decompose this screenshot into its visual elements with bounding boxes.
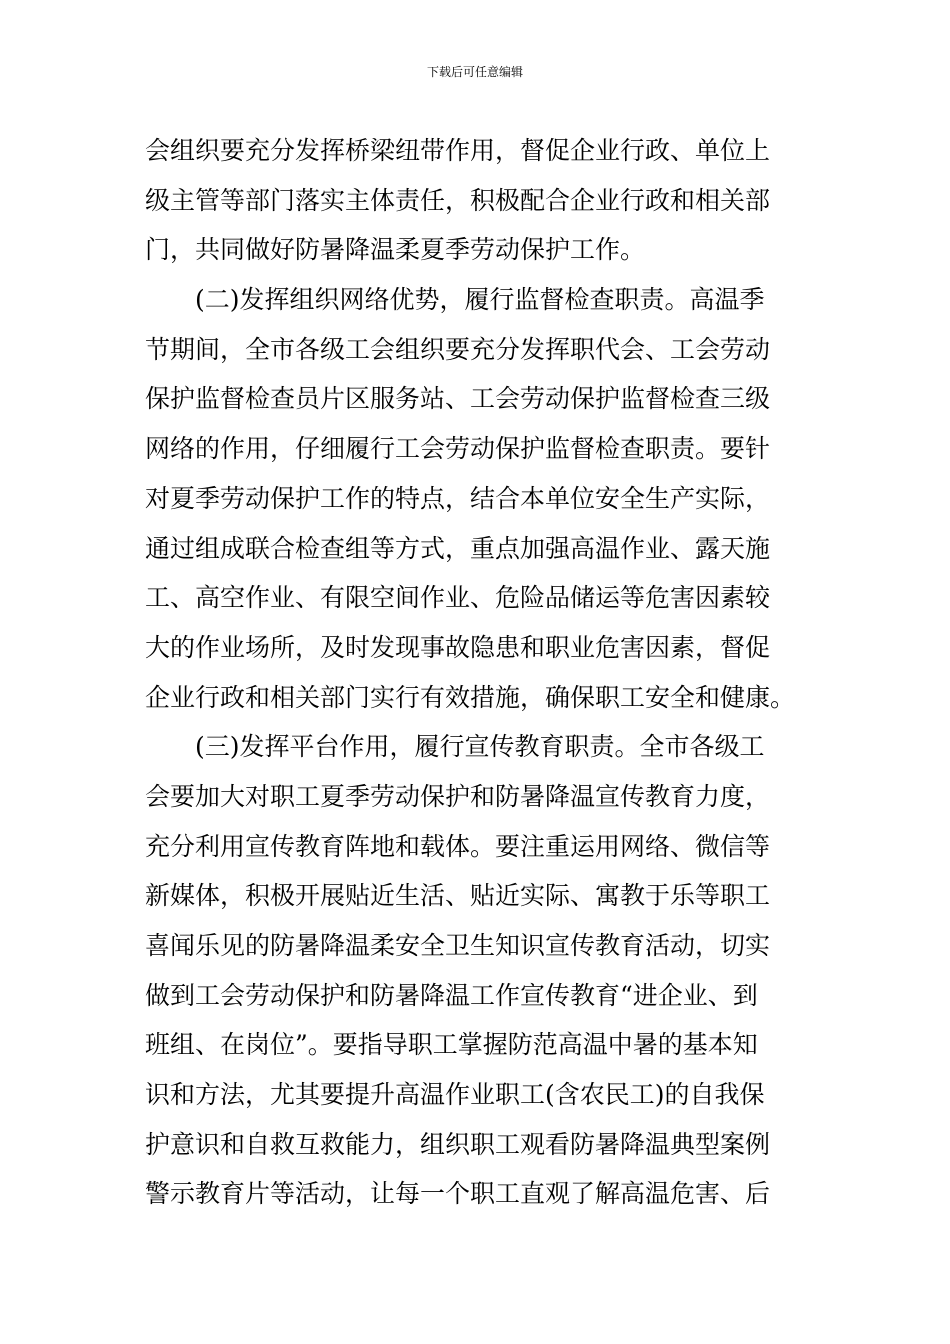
text-line: 识和方法，尤其要提升高温作业职工(含农民工)的自我保 bbox=[145, 1080, 765, 1110]
text-line: 节期间，全市各级工会组织要充分发挥职代会、工会劳动 bbox=[145, 334, 771, 364]
paragraph-heading-line: (二)发挥组织网络优势，履行监督检查职责。高温季 bbox=[195, 285, 765, 315]
paragraph-heading-line: (三)发挥平台作用，履行宣传教育职责。全市各级工 bbox=[195, 732, 765, 762]
text-line: 班组、在岗位”。要指导职工掌握防范高温中暑的基本知 bbox=[145, 1030, 758, 1060]
text-line: 对夏季劳动保护工作的特点，结合本单位安全生产实际， bbox=[145, 483, 771, 513]
text-line: 新媒体，积极开展贴近生活、贴近实际、寓教于乐等职工 bbox=[145, 881, 771, 911]
text-line: 级主管等部门落实主体责任，积极配合企业行政和相关部 bbox=[145, 185, 771, 215]
text-line: 会组织要充分发挥桥梁纽带作用，督促企业行政、单位上 bbox=[145, 136, 771, 165]
page-header-note: 下载后可任意编辑 bbox=[426, 65, 523, 79]
text-line: 警示教育片等活动，让每一个职工直观了解高温危害、后 bbox=[145, 1179, 771, 1209]
text-line: 做到工会劳动保护和防暑降温工作宣传教育“进企业、到 bbox=[145, 980, 758, 1010]
text-line: 工、高空作业、有限空间作业、危险品储运等危害因素较 bbox=[145, 583, 771, 613]
text-line: 通过组成联合检查组等方式，重点加强高温作业、露天施 bbox=[145, 533, 771, 563]
text-line: 企业行政和相关部门实行有效措施，确保职工安全和健康。 bbox=[145, 682, 796, 712]
text-line: 喜闻乐见的防暑降温柔安全卫生知识宣传教育活动，切实 bbox=[145, 931, 771, 960]
text-line: 网络的作用，仔细履行工会劳动保护监督检查职责。要针 bbox=[145, 434, 771, 464]
document-body bbox=[145, 126, 810, 1219]
text-line: 充分利用宣传教育阵地和载体。要注重运用网络、微信等 bbox=[145, 831, 771, 861]
text-line: 大的作业场所，及时发现事故隐患和职业危害因素，督促 bbox=[145, 632, 771, 662]
text-line: 保护监督检查员片区服务站、工会劳动保护监督检查三级 bbox=[145, 384, 771, 414]
text-line: 门，共同做好防暑降温柔夏季劳动保护工作。 bbox=[145, 235, 646, 265]
text-line: 护意识和自救互救能力，组织职工观看防暑降温典型案例 bbox=[145, 1129, 771, 1159]
text-line: 会要加大对职工夏季劳动保护和防暑降温宣传教育力度， bbox=[145, 781, 771, 811]
